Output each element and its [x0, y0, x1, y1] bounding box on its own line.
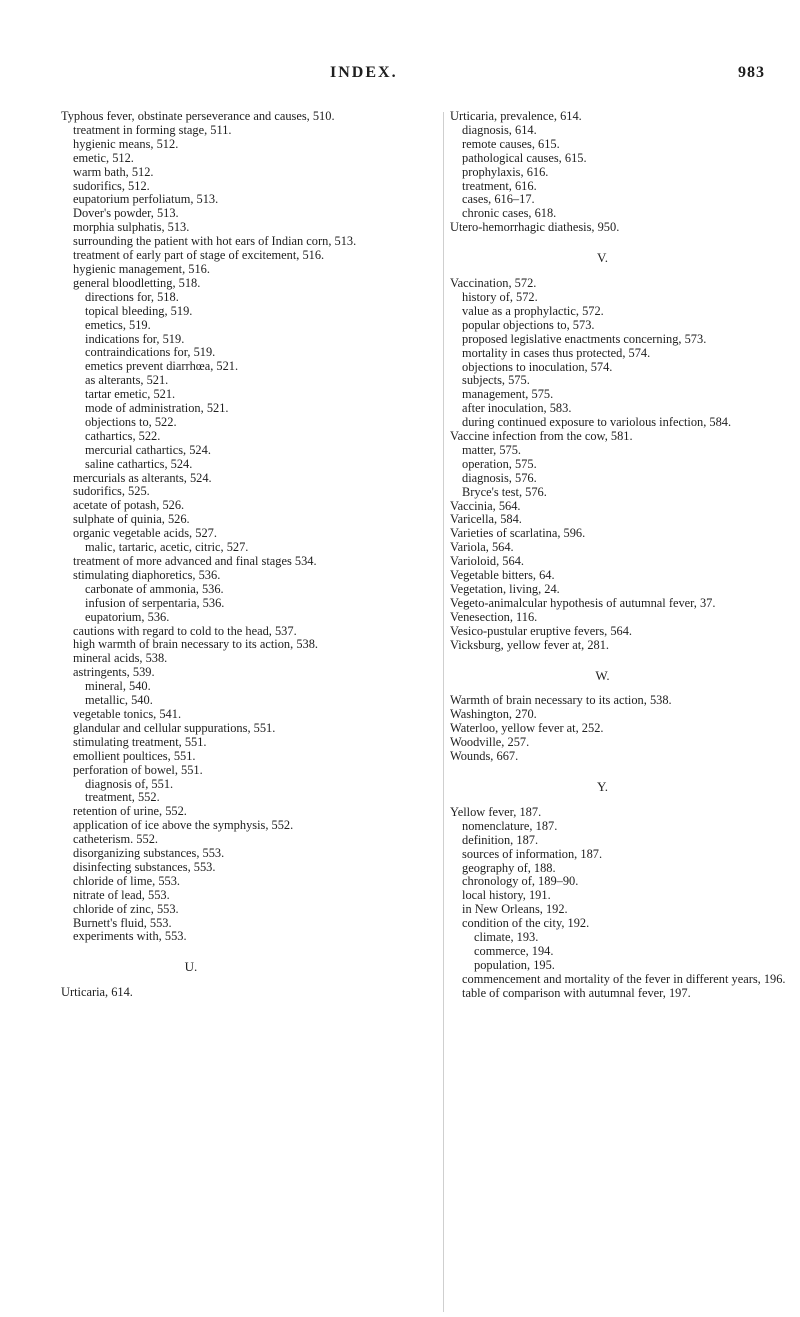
section-letter-heading: V.: [597, 250, 608, 266]
index-subentry: high warmth of brain necessary to its action, 538.: [73, 637, 318, 652]
index-subentry: objections to inoculation, 574.: [462, 359, 613, 374]
index-subentry: subjects, 575.: [462, 373, 530, 388]
index-subentry: treatment, 616.: [462, 178, 537, 193]
index-subentry: cautions with regard to cold to the head, 537.: [73, 623, 297, 638]
index-entry: Vaccinia, 564.: [450, 498, 521, 513]
section-letter-heading: U.: [184, 959, 198, 975]
index-subentry: morphia sulphatis, 513.: [73, 220, 190, 235]
index-subentry: indications for, 519.: [85, 331, 185, 346]
index-subentry: diagnosis, 614.: [462, 122, 537, 137]
index-subentry: diagnosis of, 551.: [85, 776, 174, 791]
index-subentry: mercurial cathartics, 524.: [85, 442, 211, 457]
index-subentry: saline cathartics, 524.: [85, 456, 193, 471]
index-subentry: mercurials as alterants, 524.: [73, 470, 212, 485]
index-subentry: stimulating diaphoretics, 536.: [73, 567, 221, 582]
index-subentry: climate, 193.: [474, 930, 539, 945]
index-subentry: table of comparison with autumnal fever, 197.: [462, 985, 691, 1000]
index-entry: Warmth of brain necessary to its action, 538.: [450, 693, 672, 708]
section-letter-heading: Y.: [597, 778, 608, 794]
index-subentry: sources of information, 187.: [462, 846, 603, 861]
index-subentry: hygienic means, 512.: [73, 136, 179, 151]
index-column-left: [61, 110, 431, 1000]
index-subentry: perforation of bowel, 551.: [73, 762, 203, 777]
index-subentry: as alterants, 521.: [85, 373, 169, 388]
index-entry: Wounds, 667.: [450, 749, 519, 764]
index-subentry: during continued exposure to variolous infection, 584.: [462, 415, 732, 430]
index-subentry: commencement and mortality of the fever in different years, 196.: [462, 971, 786, 986]
index-subentry: disinfecting substances, 553.: [73, 859, 216, 874]
index-entry: Waterloo, yellow fever at, 252.: [450, 721, 604, 736]
index-subentry: treatment of early part of stage of excitement, 516.: [73, 248, 325, 263]
index-subentry: diagnosis, 576.: [462, 470, 537, 485]
section-letter-heading: W.: [595, 667, 610, 683]
index-subentry: definition, 187.: [462, 832, 539, 847]
page-header: [0, 64, 800, 84]
index-subentry: chloride of lime, 553.: [73, 873, 181, 888]
index-subentry: sulphate of quinia, 526.: [73, 512, 190, 527]
index-subentry: tartar emetic, 521.: [85, 387, 176, 402]
index-entry: Vicksburg, yellow fever at, 281.: [450, 637, 610, 652]
index-subentry: metallic, 540.: [85, 693, 153, 708]
index-subentry: cases, 616–17.: [462, 192, 535, 207]
index-entry: Typhous fever, obstinate perseverance and causes, 510.: [61, 109, 335, 123]
index-subentry: treatment of more advanced and final stages 534.: [73, 554, 317, 568]
index-subentry: application of ice above the symphysis, 552.: [73, 818, 294, 833]
index-entry: Vaccine infection from the cow, 581.: [450, 429, 633, 444]
index-subentry: emetics, 519.: [85, 317, 151, 332]
index-subentry: remote causes, 615.: [462, 136, 560, 151]
index-subentry: condition of the city, 192.: [462, 916, 590, 931]
index-subentry: mineral, 540.: [85, 679, 151, 694]
index-entry: Yellow fever, 187.: [450, 804, 542, 819]
index-subentry: general bloodletting, 518.: [73, 275, 201, 290]
index-subentry: management, 575.: [462, 387, 554, 402]
index-subentry: topical bleeding, 519.: [85, 303, 193, 318]
index-subentry: mineral acids, 538.: [73, 651, 168, 666]
index-subentry: local history, 191.: [462, 888, 551, 903]
index-subentry: warm bath, 512.: [73, 164, 154, 179]
index-subentry: emollient poultices, 551.: [73, 748, 196, 763]
index-subentry: retention of urine, 552.: [73, 804, 187, 819]
page-number: 983: [738, 64, 765, 81]
index-entry: Woodville, 257.: [450, 735, 530, 750]
index-subentry: sudorifics, 512.: [73, 178, 150, 193]
index-subentry: experiments with, 553.: [73, 929, 187, 944]
index-subentry: contraindications for, 519.: [85, 345, 216, 360]
index-entry: Urticaria, 614.: [61, 985, 133, 1000]
index-entry: Venesection, 116.: [450, 609, 538, 624]
page-title: INDEX.: [330, 64, 398, 81]
index-entry: Vesico-pustular eruptive fevers, 564.: [450, 623, 633, 638]
index-entry: Varioloid, 564.: [450, 554, 524, 569]
index-subentry: carbonate of ammonia, 536.: [85, 581, 224, 596]
index-subentry: prophylaxis, 616.: [462, 164, 549, 179]
index-subentry: glandular and cellular suppurations, 551.: [73, 720, 276, 735]
index-subentry: after inoculation, 583.: [462, 401, 572, 416]
index-entry: Vegeto-animalcular hypothesis of autumnal fever, 37.: [450, 595, 716, 610]
index-subentry: emetics prevent diarrhœa, 521.: [85, 359, 239, 374]
index-subentry: population, 195.: [474, 957, 555, 972]
index-entry: Vegetable bitters, 64.: [450, 568, 555, 583]
index-subentry: Dover's powder, 513.: [73, 206, 179, 221]
index-subentry: malic, tartaric, acetic, citric, 527.: [85, 540, 249, 555]
index-entry: Washington, 270.: [450, 707, 537, 722]
index-subentry: surrounding the patient with hot ears of Indian corn, 513.: [73, 234, 357, 249]
index-subentry: operation, 575.: [462, 456, 537, 471]
index-subentry: objections to, 522.: [85, 414, 177, 429]
index-subentry: matter, 575.: [462, 442, 522, 457]
index-subentry: pathological causes, 615.: [462, 150, 587, 165]
index-subentry: chronology of, 189–90.: [462, 874, 579, 889]
index-subentry: value as a prophylactic, 572.: [462, 303, 604, 318]
index-subentry: history of, 572.: [462, 289, 538, 304]
index-subentry: Burnett's fluid, 553.: [73, 915, 172, 930]
index-subentry: proposed legislative enactments concerning, 573.: [462, 331, 707, 346]
index-subentry: nomenclature, 187.: [462, 818, 558, 833]
index-subentry: acetate of potash, 526.: [73, 498, 185, 513]
index-entry: Varicella, 584.: [450, 512, 522, 527]
index-entry: Varieties of scarlatina, 596.: [450, 526, 586, 541]
index-subentry: chloride of zinc, 553.: [73, 901, 179, 916]
index-subentry: directions for, 518.: [85, 289, 179, 304]
index-subentry: commerce, 194.: [474, 943, 554, 958]
index-column-right: [450, 110, 795, 1001]
index-subentry: geography of, 188.: [462, 860, 556, 875]
index-subentry: hygienic management, 516.: [73, 261, 210, 276]
index-entry: Utero-hemorrhagic diathesis, 950.: [450, 220, 620, 235]
index-subentry: nitrate of lead, 553.: [73, 887, 170, 902]
index-subentry: mortality in cases thus protected, 574.: [462, 345, 651, 360]
column-divider: [443, 112, 444, 1312]
index-subentry: stimulating treatment, 551.: [73, 734, 207, 749]
index-subentry: mode of administration, 521.: [85, 401, 229, 416]
index-entry: Variola, 564.: [450, 540, 514, 555]
index-subentry: infusion of serpentaria, 536.: [85, 595, 225, 610]
index-subentry: vegetable tonics, 541.: [73, 706, 182, 721]
index-subentry: popular objections to, 573.: [462, 317, 595, 332]
index-subentry: chronic cases, 618.: [462, 206, 557, 221]
index-entry: Urticaria, prevalence, 614.: [450, 109, 582, 123]
index-subentry: astringents, 539.: [73, 665, 155, 680]
index-entry: Vegetation, living, 24.: [450, 582, 560, 596]
index-subentry: sudorifics, 525.: [73, 484, 150, 499]
index-subentry: organic vegetable acids, 527.: [73, 526, 217, 541]
index-subentry: disorganizing substances, 553.: [73, 846, 225, 861]
index-subentry: treatment, 552.: [85, 790, 160, 805]
index-entry: Vaccination, 572.: [450, 276, 537, 291]
index-subentry: emetic, 512.: [73, 150, 134, 165]
index-subentry: treatment in forming stage, 511.: [73, 122, 232, 137]
index-subentry: Bryce's test, 576.: [462, 484, 547, 499]
index-subentry: catheterism. 552.: [73, 832, 158, 847]
index-subentry: eupatorium perfoliatum, 513.: [73, 192, 219, 207]
index-subentry: in New Orleans, 192.: [462, 902, 568, 917]
index-subentry: cathartics, 522.: [85, 428, 161, 443]
index-subentry: eupatorium, 536.: [85, 609, 170, 624]
